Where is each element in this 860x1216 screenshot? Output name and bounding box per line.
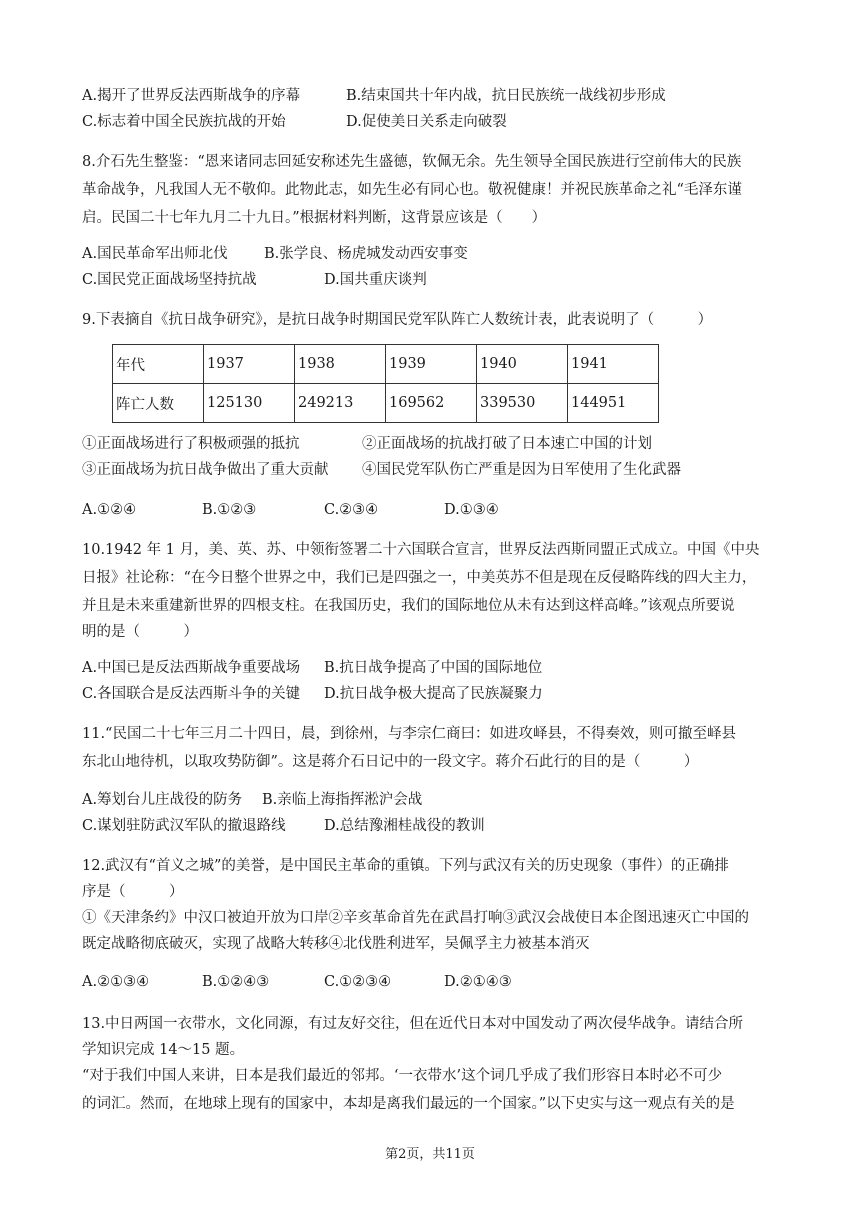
q11-option-d: D.总结豫湘桂战役的教训 bbox=[324, 818, 485, 834]
q7-option-d: D.促使美日关系走向破裂 bbox=[346, 114, 507, 130]
q11-stem-line: 11.“民国二十七年三月二十四日，晨，到徐州，与李宗仁商曰：如进攻峄县，不得奏效，则可撤至峄县 bbox=[82, 726, 736, 742]
q9-stem: 9.下表摘自《抗日战争研究》，是抗日战争时期国民党军队阵亡人数统计表，此表说明了（ ） bbox=[82, 312, 713, 328]
page-number: 第2页，共11页 bbox=[385, 1147, 475, 1162]
q12-option-c: C.①②③④ bbox=[324, 974, 392, 990]
q10-option-b: B.抗日战争提高了中国的国际地位 bbox=[324, 660, 543, 676]
q9-option-a: A.①②④ bbox=[82, 502, 137, 518]
q8-option-b: B.张学良、杨虎城发动西安事变 bbox=[264, 246, 468, 262]
q13-stem-line: 的词汇。然而，在地球上现有的国家中，本却是离我们最远的一个国家。”以下史实与这一观点有关的是 bbox=[82, 1096, 735, 1112]
table-cell: 1941 bbox=[568, 345, 659, 384]
q8-option-d: D.国共重庆谈判 bbox=[324, 272, 427, 288]
q12-stem-line: 序是（ ） bbox=[82, 884, 184, 900]
table-cell: 年代 bbox=[113, 345, 204, 384]
table-cell: 144951 bbox=[568, 384, 659, 423]
q8-stem-line: 革命战争，凡我国人无不敬仰。此物此志，如先生必有同心也。敬祝健康！并祝民族革命之礼“毛泽东谨 bbox=[82, 182, 742, 198]
q9-option-b: B.①②③ bbox=[202, 502, 257, 518]
table-cell: 1937 bbox=[204, 345, 295, 384]
q7-option-b: B.结束国共十年内战，抗日民族统一战线初步形成 bbox=[346, 88, 666, 104]
q9-statement: ①正面战场进行了积极顽强的抵抗 bbox=[82, 436, 300, 452]
q10-stem-line: 10.1942 年 1 月，美、英、苏、中领衔签署二十六国联合宣言，世界反法西斯同盟正式成立。中国《中央 bbox=[82, 542, 760, 558]
q8-stem-line: 8.介石先生整鉴：“恩来诸同志回延安称述先生盛德，钦佩无余。先生领导全国民族进行空前伟大的民族 bbox=[82, 154, 742, 170]
q9-statement: ②正面战场的抗战打破了日本速亡中国的计划 bbox=[362, 436, 652, 452]
q9-option-c: C.②③④ bbox=[324, 502, 379, 518]
q7-option-c: C.标志着中国全民族抗战的开始 bbox=[82, 114, 286, 130]
q12-option-b: B.①②④③ bbox=[202, 974, 270, 990]
q11-option-a: A.筹划台儿庄战役的防务 bbox=[82, 792, 243, 808]
casualty-table bbox=[112, 344, 659, 423]
q10-stem-line: 明的是（ ） bbox=[82, 624, 198, 640]
q8-option-a: A.国民革命军出师北伐 bbox=[82, 246, 228, 262]
q8-option-c: C.国民党正面战场坚持抗战 bbox=[82, 272, 257, 288]
q12-stem-line: 12.武汉有“首义之城”的美誉，是中国民主革命的重镇。下列与武汉有关的历史现象（事件）的正确排 bbox=[82, 858, 729, 874]
table-cell: 339530 bbox=[477, 384, 568, 423]
q10-option-d: D.抗日战争极大提高了民族凝聚力 bbox=[324, 686, 543, 702]
q13-stem-line: 13.中日两国一衣带水，文化同源，有过友好交往，但在近代日本对中国发动了两次侵华战争。请结合所 bbox=[82, 1016, 744, 1032]
table-cell: 1938 bbox=[295, 345, 386, 384]
q9-statement: ③正面战场为抗日战争做出了重大贡献 bbox=[82, 462, 329, 478]
q10-stem-line: 并且是未来重建新世界的四根支柱。在我国历史，我们的国际地位从未有达到这样高峰。”该观点所要说 bbox=[82, 598, 735, 614]
table-cell: 125130 bbox=[204, 384, 295, 423]
table-row bbox=[113, 345, 659, 384]
table-row bbox=[113, 384, 659, 423]
q12-option-a: A.②①③④ bbox=[82, 974, 150, 990]
q12-option-d: D.②①④③ bbox=[444, 974, 512, 990]
q9-option-d: D.①③④ bbox=[444, 502, 499, 518]
q13-stem-line: 学知识完成 14～15 题。 bbox=[82, 1042, 245, 1058]
q13-stem-line: “对于我们中国人来讲，日本是我们最近的邻邦。‘一衣带水’这个词几乎成了我们形容日本时必不可少 bbox=[82, 1068, 723, 1084]
q9-statement: ④国民党军队伤亡严重是因为日军使用了生化武器 bbox=[362, 462, 681, 478]
table-cell: 1939 bbox=[386, 345, 477, 384]
q10-option-a: A.中国已是反法西斯战争重要战场 bbox=[82, 660, 301, 676]
table-cell: 1940 bbox=[477, 345, 568, 384]
q10-stem-line: 日报》社论称：“在今日整个世界之中，我们已是四强之一，中美英苏不但是现在反侵略阵线的四大主力， bbox=[82, 570, 757, 586]
q7-option-a: A.揭开了世界反法西斯战争的序幕 bbox=[82, 88, 301, 104]
table-cell: 169562 bbox=[386, 384, 477, 423]
q11-stem-line: 东北山地待机，以取攻势防御”。这是蒋介石日记中的一段文字。蒋介石此行的目的是（ ） bbox=[82, 754, 699, 770]
q12-stem-line: ①《天津条约》中汉口被迫开放为口岸②辛亥革命首先在武昌打响③武汉会战使日本企图迅速灭亡中国的 bbox=[82, 910, 749, 926]
q12-stem-line: 既定战略彻底破灭，实现了战略大转移④北伐胜利进军，吴佩孚主力被基本消灭 bbox=[82, 936, 590, 952]
table-cell: 249213 bbox=[295, 384, 386, 423]
q8-stem-line: 启。民国二十七年九月二十九日。”根据材料判断，这背景应该是（ ） bbox=[82, 210, 547, 226]
table-cell: 阵亡人数 bbox=[113, 384, 204, 423]
q11-option-c: C.谋划驻防武汉军队的撤退路线 bbox=[82, 818, 286, 834]
q11-option-b: B.亲临上海指挥淞沪会战 bbox=[262, 792, 423, 808]
q10-option-c: C.各国联合是反法西斯斗争的关键 bbox=[82, 686, 301, 702]
